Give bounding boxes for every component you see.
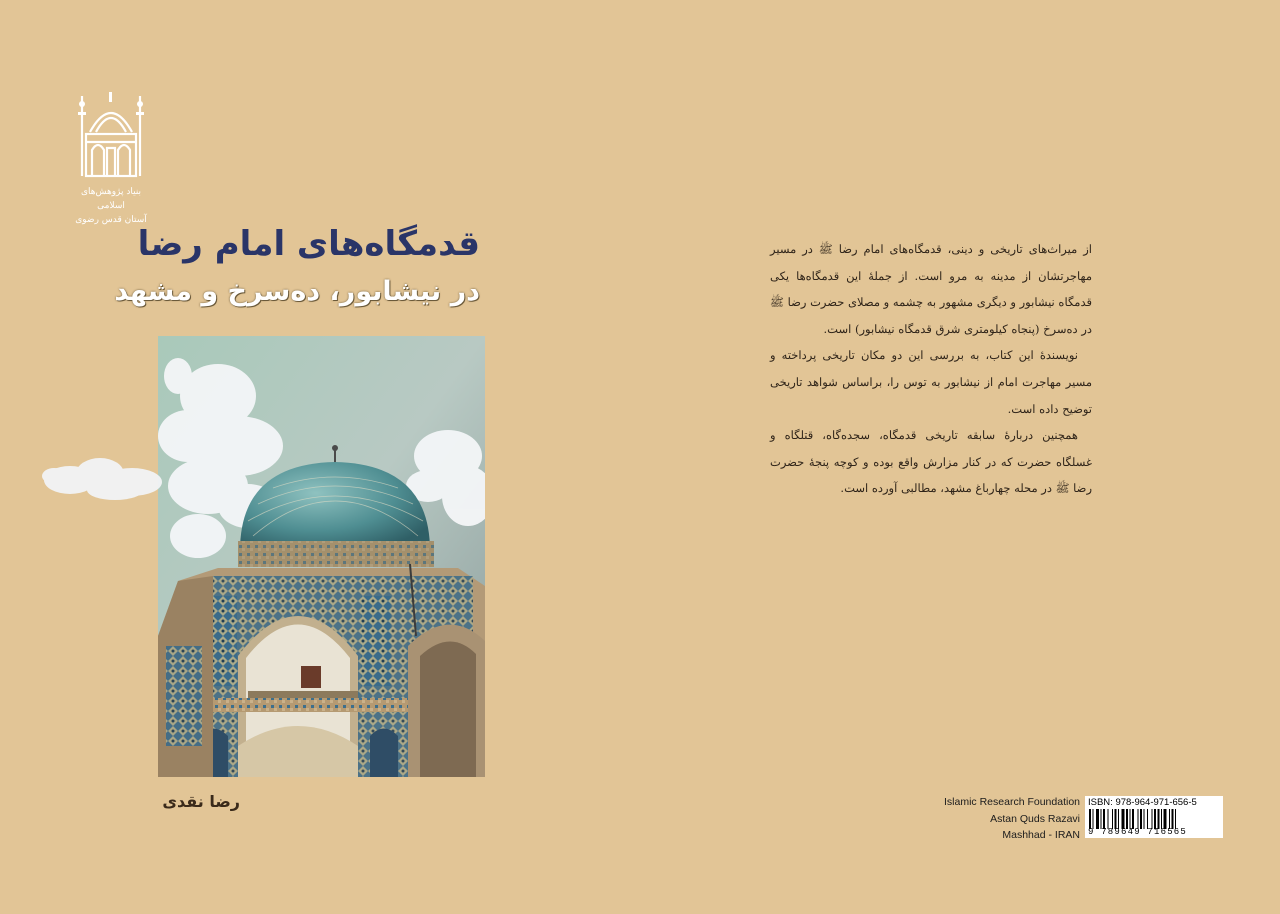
book-subtitle: در نیشابور، ده‌سرخ و مشهد <box>114 276 480 307</box>
blurb-paragraph-1: از میراث‌های تاریخی و دینی، قدمگاه‌های امام رضا ﷺ در مسیر مهاجرتشان از مدینه به مرو است. از جملهٔ این قدمگاه‌ها یکی قدمگاه نیشابور و دیگری مشهور به چشمه و مصلای حضرت رضا ﷺ در ده‌سرخ (پنجاه کیلومتری شرق قدمگاه نیشابور) است. <box>770 242 1092 336</box>
back-cover-blurb <box>770 236 1092 502</box>
barcode-bar <box>1118 809 1119 829</box>
publisher-line3: Mashhad - IRAN <box>1002 829 1080 841</box>
blurb-paragraph-2: نویسندهٔ این کتاب، به بررسی این دو مکان تاریخی پرداخته و مسیر مهاجرت امام از نیشابور به توس را، براساس شواهد تاریخی توضیح داده است. <box>770 348 1092 416</box>
barcode-bar <box>1126 809 1128 829</box>
barcode-bar <box>1103 809 1105 829</box>
isbn-label: ISBN: 978-964-971-656-5 <box>1088 797 1197 808</box>
barcode-bar <box>1152 809 1153 829</box>
barcode-bar <box>1164 809 1167 829</box>
barcode-bar <box>1138 809 1139 829</box>
shrine-photo <box>158 336 485 777</box>
barcode-bar <box>1115 809 1117 829</box>
barcode-bar <box>1096 809 1099 829</box>
isbn-barcode <box>1085 796 1223 838</box>
barcode-bar <box>1161 809 1162 829</box>
barcode-icon <box>1088 809 1220 829</box>
barcode-bar <box>1089 809 1091 829</box>
barcode-bar <box>1144 809 1145 829</box>
publisher-line2: Astan Quds Razavi <box>990 812 1080 825</box>
barcode-bar <box>1101 809 1102 829</box>
publisher-line1: Islamic Research Foundation <box>944 796 1080 808</box>
barcode-bar <box>1108 809 1109 829</box>
barcode-bar <box>1169 809 1170 829</box>
barcode-bar <box>1158 809 1160 829</box>
barcode-bar <box>1122 809 1125 829</box>
barcode-bar <box>1112 809 1113 829</box>
barcode-bar <box>1130 809 1131 829</box>
logo-text-line2: آستان قدس رضوی <box>75 215 147 225</box>
barcode-bar <box>1172 809 1174 829</box>
publisher-info <box>920 794 1080 844</box>
barcode-bar <box>1140 809 1142 829</box>
barcode-bar <box>1147 809 1148 829</box>
logo-text-line1: بنیاد پژوهش‌های اسلامی <box>80 187 142 211</box>
logo-caption <box>70 185 152 227</box>
barcode-number: 9 789649 716565 <box>1088 827 1188 837</box>
barcode-bar <box>1175 809 1176 829</box>
cloud-overlay <box>40 452 170 507</box>
barcode-bar <box>1093 809 1094 829</box>
barcode-bar <box>1132 809 1134 829</box>
author-name: رضا نقدی <box>162 792 240 811</box>
blurb-paragraph-3: همچنین دربارهٔ سابقه تاریخی قدمگاه، سجده‌گاه، قتلگاه و غسلگاه حضرت که در کنار مزارش واقع بوده و کوچه پنجهٔ حضرت رضا ﷺ در محله چهارباغ مشهد، مطالبی آورده است. <box>770 428 1092 496</box>
book-title: قدمگاه‌های امام رضا <box>137 224 480 264</box>
barcode-bar <box>1154 809 1156 829</box>
